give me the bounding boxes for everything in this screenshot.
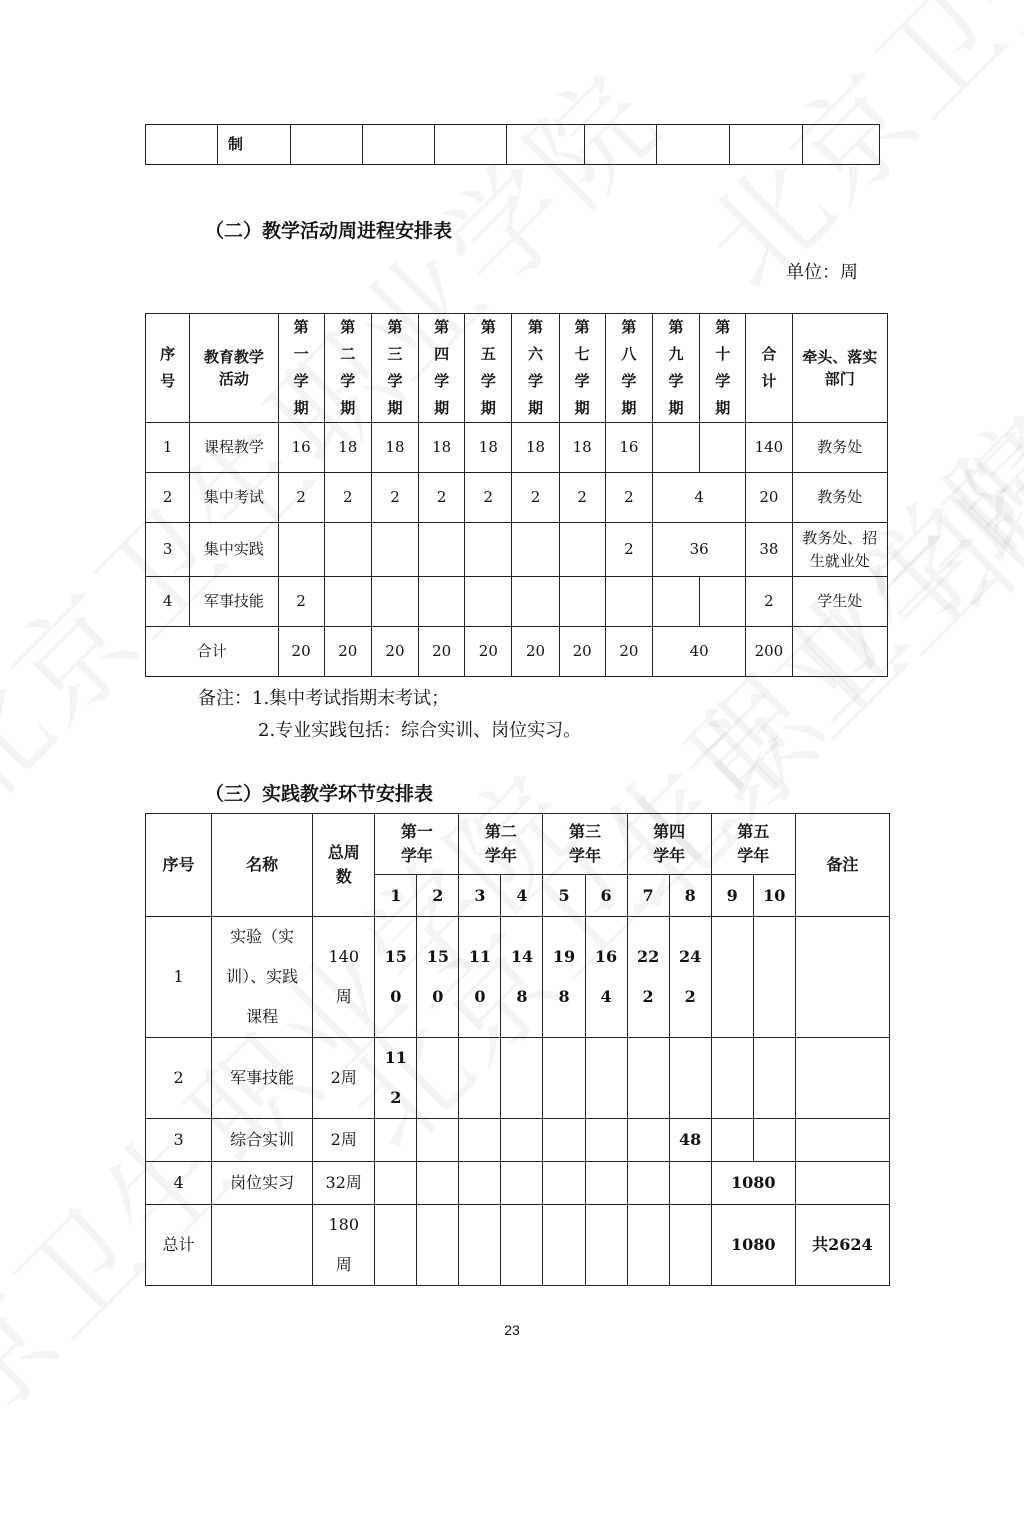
table-cell <box>363 125 435 165</box>
table-row <box>146 523 888 577</box>
table-cell <box>543 1205 585 1286</box>
table-cell: 18 <box>465 423 512 473</box>
header-year: 第五 学年 <box>711 814 795 875</box>
table-cell: 20 <box>324 627 371 677</box>
header-seq: 序 号 <box>146 314 190 423</box>
table-cell <box>324 577 371 627</box>
table-cell: 18 <box>324 423 371 473</box>
table-cell: 4 <box>146 577 190 627</box>
header-seq: 序号 <box>146 814 212 917</box>
header-semester: 10 <box>753 875 795 917</box>
table-row <box>146 125 880 165</box>
table-cell: 集中考试 <box>190 473 278 523</box>
note-line-2: 2.专业实践包括：综合实训、岗位实习。 <box>258 720 582 741</box>
table-cell: 集中实践 <box>190 523 278 577</box>
table-cell <box>711 1038 753 1119</box>
table-cell: 32周 <box>313 1162 375 1205</box>
table-cell <box>419 523 465 577</box>
table-cell: 19 8 <box>543 917 585 1038</box>
table-cell <box>419 577 465 627</box>
table-cell <box>585 1205 627 1286</box>
header-dept: 牵头、落实 部门 <box>792 314 888 423</box>
table-cell: 2 <box>512 473 559 523</box>
table-cell: 1 <box>146 423 190 473</box>
table-cell <box>512 577 559 627</box>
table-cell <box>459 1038 501 1119</box>
header-year: 第三 学年 <box>543 814 627 875</box>
table-cell: 2 <box>746 577 792 627</box>
table-cell <box>512 523 559 577</box>
table-cell <box>627 1162 669 1205</box>
table-cell: 2 <box>559 473 605 523</box>
note-line-1: 备注：1.集中考试指期末考试； <box>198 688 450 709</box>
table-cell <box>700 423 746 473</box>
table-cell <box>375 1162 417 1205</box>
table-cell <box>465 523 512 577</box>
table-cell: 综合实训 <box>212 1119 313 1162</box>
table-cell <box>711 917 753 1038</box>
header-semester: 7 <box>627 875 669 917</box>
table-cell <box>585 1162 627 1205</box>
table-cell <box>501 1038 543 1119</box>
page-number: 23 <box>504 1322 520 1338</box>
table-cell <box>559 577 605 627</box>
table-cell: 18 <box>559 423 605 473</box>
table-cell: 140 <box>746 423 792 473</box>
table-cell <box>559 523 605 577</box>
table-cell: 2 <box>605 523 652 577</box>
table-cell <box>501 1205 543 1286</box>
weekly-schedule-table <box>145 313 888 677</box>
table-cell <box>753 917 795 1038</box>
table-cell: 总计 <box>146 1205 212 1286</box>
table-cell: 2 <box>419 473 465 523</box>
continued-table <box>145 124 880 165</box>
table-cell <box>324 523 371 577</box>
table-cell <box>795 1038 889 1119</box>
table-cell: 200 <box>746 627 792 677</box>
table-cell <box>753 1038 795 1119</box>
table-cell: 20 <box>512 627 559 677</box>
table-cell <box>417 1038 459 1119</box>
table-cell <box>795 917 889 1038</box>
table-cell: 2 <box>146 473 190 523</box>
header-semester: 6 <box>585 875 627 917</box>
table-cell: 48 <box>669 1119 711 1162</box>
table-cell <box>459 1162 501 1205</box>
table-cell: 36 <box>652 523 745 577</box>
table-cell <box>652 423 699 473</box>
header-term: 第 十 学 期 <box>700 314 746 423</box>
table-row <box>146 1038 890 1119</box>
table-cell <box>375 1205 417 1286</box>
table-cell: 20 <box>371 627 418 677</box>
table-cell <box>375 1119 417 1162</box>
header-semester: 5 <box>543 875 585 917</box>
table-cell: 16 <box>605 423 652 473</box>
table-cell <box>803 125 880 165</box>
header-term: 第 八 学 期 <box>605 314 652 423</box>
header-term: 第 五 学 期 <box>465 314 512 423</box>
table-cell: 11 2 <box>375 1038 417 1119</box>
table-cell <box>627 1119 669 1162</box>
table-cell: 制 <box>218 125 291 165</box>
table-cell <box>657 125 730 165</box>
table-cell: 16 4 <box>585 917 627 1038</box>
table-cell: 18 <box>371 423 418 473</box>
table-cell <box>146 125 218 165</box>
table-cell: 4 <box>146 1162 212 1205</box>
table-cell <box>795 1162 889 1205</box>
table-cell <box>585 1119 627 1162</box>
table-cell <box>543 1038 585 1119</box>
table-cell: 实验（实 训）、实践 课程 <box>212 917 313 1038</box>
table-cell <box>417 1162 459 1205</box>
table-cell <box>543 1162 585 1205</box>
header-term: 第 四 学 期 <box>419 314 465 423</box>
table-row <box>146 917 890 1038</box>
table-cell <box>465 577 512 627</box>
table-cell <box>585 1038 627 1119</box>
header-semester: 8 <box>669 875 711 917</box>
table-cell <box>291 125 363 165</box>
table-cell <box>371 577 418 627</box>
header-remark: 备注 <box>795 814 889 917</box>
header-year: 第二 学年 <box>459 814 543 875</box>
table-cell <box>669 1038 711 1119</box>
header-term: 第 三 学 期 <box>371 314 418 423</box>
table-cell <box>730 125 803 165</box>
header-term: 第 一 学 期 <box>278 314 324 423</box>
table-cell <box>371 523 418 577</box>
table-cell <box>212 1205 313 1286</box>
table-cell: 2 <box>324 473 371 523</box>
table-cell: 1 <box>146 917 212 1038</box>
table-cell: 38 <box>746 523 792 577</box>
total-row <box>146 1205 890 1286</box>
table-cell <box>501 1119 543 1162</box>
table-cell: 15 0 <box>375 917 417 1038</box>
table-cell <box>652 577 699 627</box>
table-row <box>146 1119 890 1162</box>
table-cell: 共2624 <box>795 1205 889 1286</box>
table-cell: 2 <box>371 473 418 523</box>
table-cell <box>501 1162 543 1205</box>
table-cell: 军事技能 <box>212 1038 313 1119</box>
table-cell: 20 <box>746 473 792 523</box>
table-cell: 教务处、招 生就业处 <box>792 523 888 577</box>
table-cell: 24 2 <box>669 917 711 1038</box>
table-cell: 2周 <box>313 1038 375 1119</box>
header-semester: 2 <box>417 875 459 917</box>
header-term: 第 六 学 期 <box>512 314 559 423</box>
table-cell <box>669 1205 711 1286</box>
table-cell <box>700 577 746 627</box>
table-cell <box>459 1205 501 1286</box>
table-cell: 1080 <box>711 1162 795 1205</box>
section-heading: （二）教学活动周进程安排表 <box>205 220 453 242</box>
table-cell <box>605 577 652 627</box>
table-cell: 岗位实习 <box>212 1162 313 1205</box>
table-cell: 20 <box>465 627 512 677</box>
table-cell: 4 <box>652 473 745 523</box>
table-cell: 140 周 <box>313 917 375 1038</box>
table-cell <box>585 125 657 165</box>
table-cell: 18 <box>419 423 465 473</box>
table-cell: 2 <box>605 473 652 523</box>
table-row <box>146 423 888 473</box>
table-cell: 教务处 <box>792 473 888 523</box>
header-year: 第四 学年 <box>627 814 711 875</box>
table-cell: 2 <box>146 1038 212 1119</box>
table-cell: 3 <box>146 1119 212 1162</box>
table-cell: 15 0 <box>417 917 459 1038</box>
table-cell: 2周 <box>313 1119 375 1162</box>
table-cell <box>627 1038 669 1119</box>
header-semester: 9 <box>711 875 753 917</box>
table-cell <box>459 1119 501 1162</box>
header-weeks: 总周 数 <box>313 814 375 917</box>
header-semester: 4 <box>501 875 543 917</box>
table-row <box>146 473 888 523</box>
table-cell <box>507 125 585 165</box>
sum-row <box>146 627 888 677</box>
table-cell: 2 <box>278 577 324 627</box>
header-term: 第 二 学 期 <box>324 314 371 423</box>
table-row <box>146 577 888 627</box>
header-activity: 教育教学 活动 <box>190 314 278 423</box>
header-total: 合 计 <box>746 314 792 423</box>
table-cell <box>711 1119 753 1162</box>
header-row <box>146 814 890 875</box>
section-heading: （三）实践教学环节安排表 <box>205 783 434 805</box>
table-cell <box>627 1205 669 1286</box>
table-row <box>146 1162 890 1205</box>
header-row <box>146 314 888 423</box>
table-cell <box>417 1205 459 1286</box>
table-cell: 11 0 <box>459 917 501 1038</box>
table-cell: 2 <box>465 473 512 523</box>
table-cell: 16 <box>278 423 324 473</box>
practice-schedule-table <box>145 813 890 1286</box>
table-cell: 180 周 <box>313 1205 375 1286</box>
table-cell <box>417 1119 459 1162</box>
table-cell: 教务处 <box>792 423 888 473</box>
table-cell <box>669 1162 711 1205</box>
header-name: 名称 <box>212 814 313 917</box>
table-cell: 14 8 <box>501 917 543 1038</box>
table-cell: 3 <box>146 523 190 577</box>
table-cell <box>753 1119 795 1162</box>
table-cell: 合计 <box>146 627 279 677</box>
header-year: 第一 学年 <box>375 814 459 875</box>
table-cell: 22 2 <box>627 917 669 1038</box>
table-cell: 学生处 <box>792 577 888 627</box>
header-term: 第 七 学 期 <box>559 314 605 423</box>
table-cell <box>543 1119 585 1162</box>
unit-label: 单位：周 <box>786 262 858 283</box>
table-cell <box>792 627 888 677</box>
table-cell: 20 <box>419 627 465 677</box>
table-cell <box>435 125 507 165</box>
table-cell: 18 <box>512 423 559 473</box>
watermark <box>880 0 1024 640</box>
table-cell: 1080 <box>711 1205 795 1286</box>
header-term: 第 九 学 期 <box>652 314 699 423</box>
table-cell: 40 <box>652 627 745 677</box>
header-semester: 3 <box>459 875 501 917</box>
table-cell: 20 <box>559 627 605 677</box>
table-cell <box>278 523 324 577</box>
table-cell: 军事技能 <box>190 577 278 627</box>
table-cell: 2 <box>278 473 324 523</box>
table-cell: 20 <box>278 627 324 677</box>
table-cell: 20 <box>605 627 652 677</box>
table-cell <box>795 1119 889 1162</box>
table-cell: 课程教学 <box>190 423 278 473</box>
header-semester: 1 <box>375 875 417 917</box>
